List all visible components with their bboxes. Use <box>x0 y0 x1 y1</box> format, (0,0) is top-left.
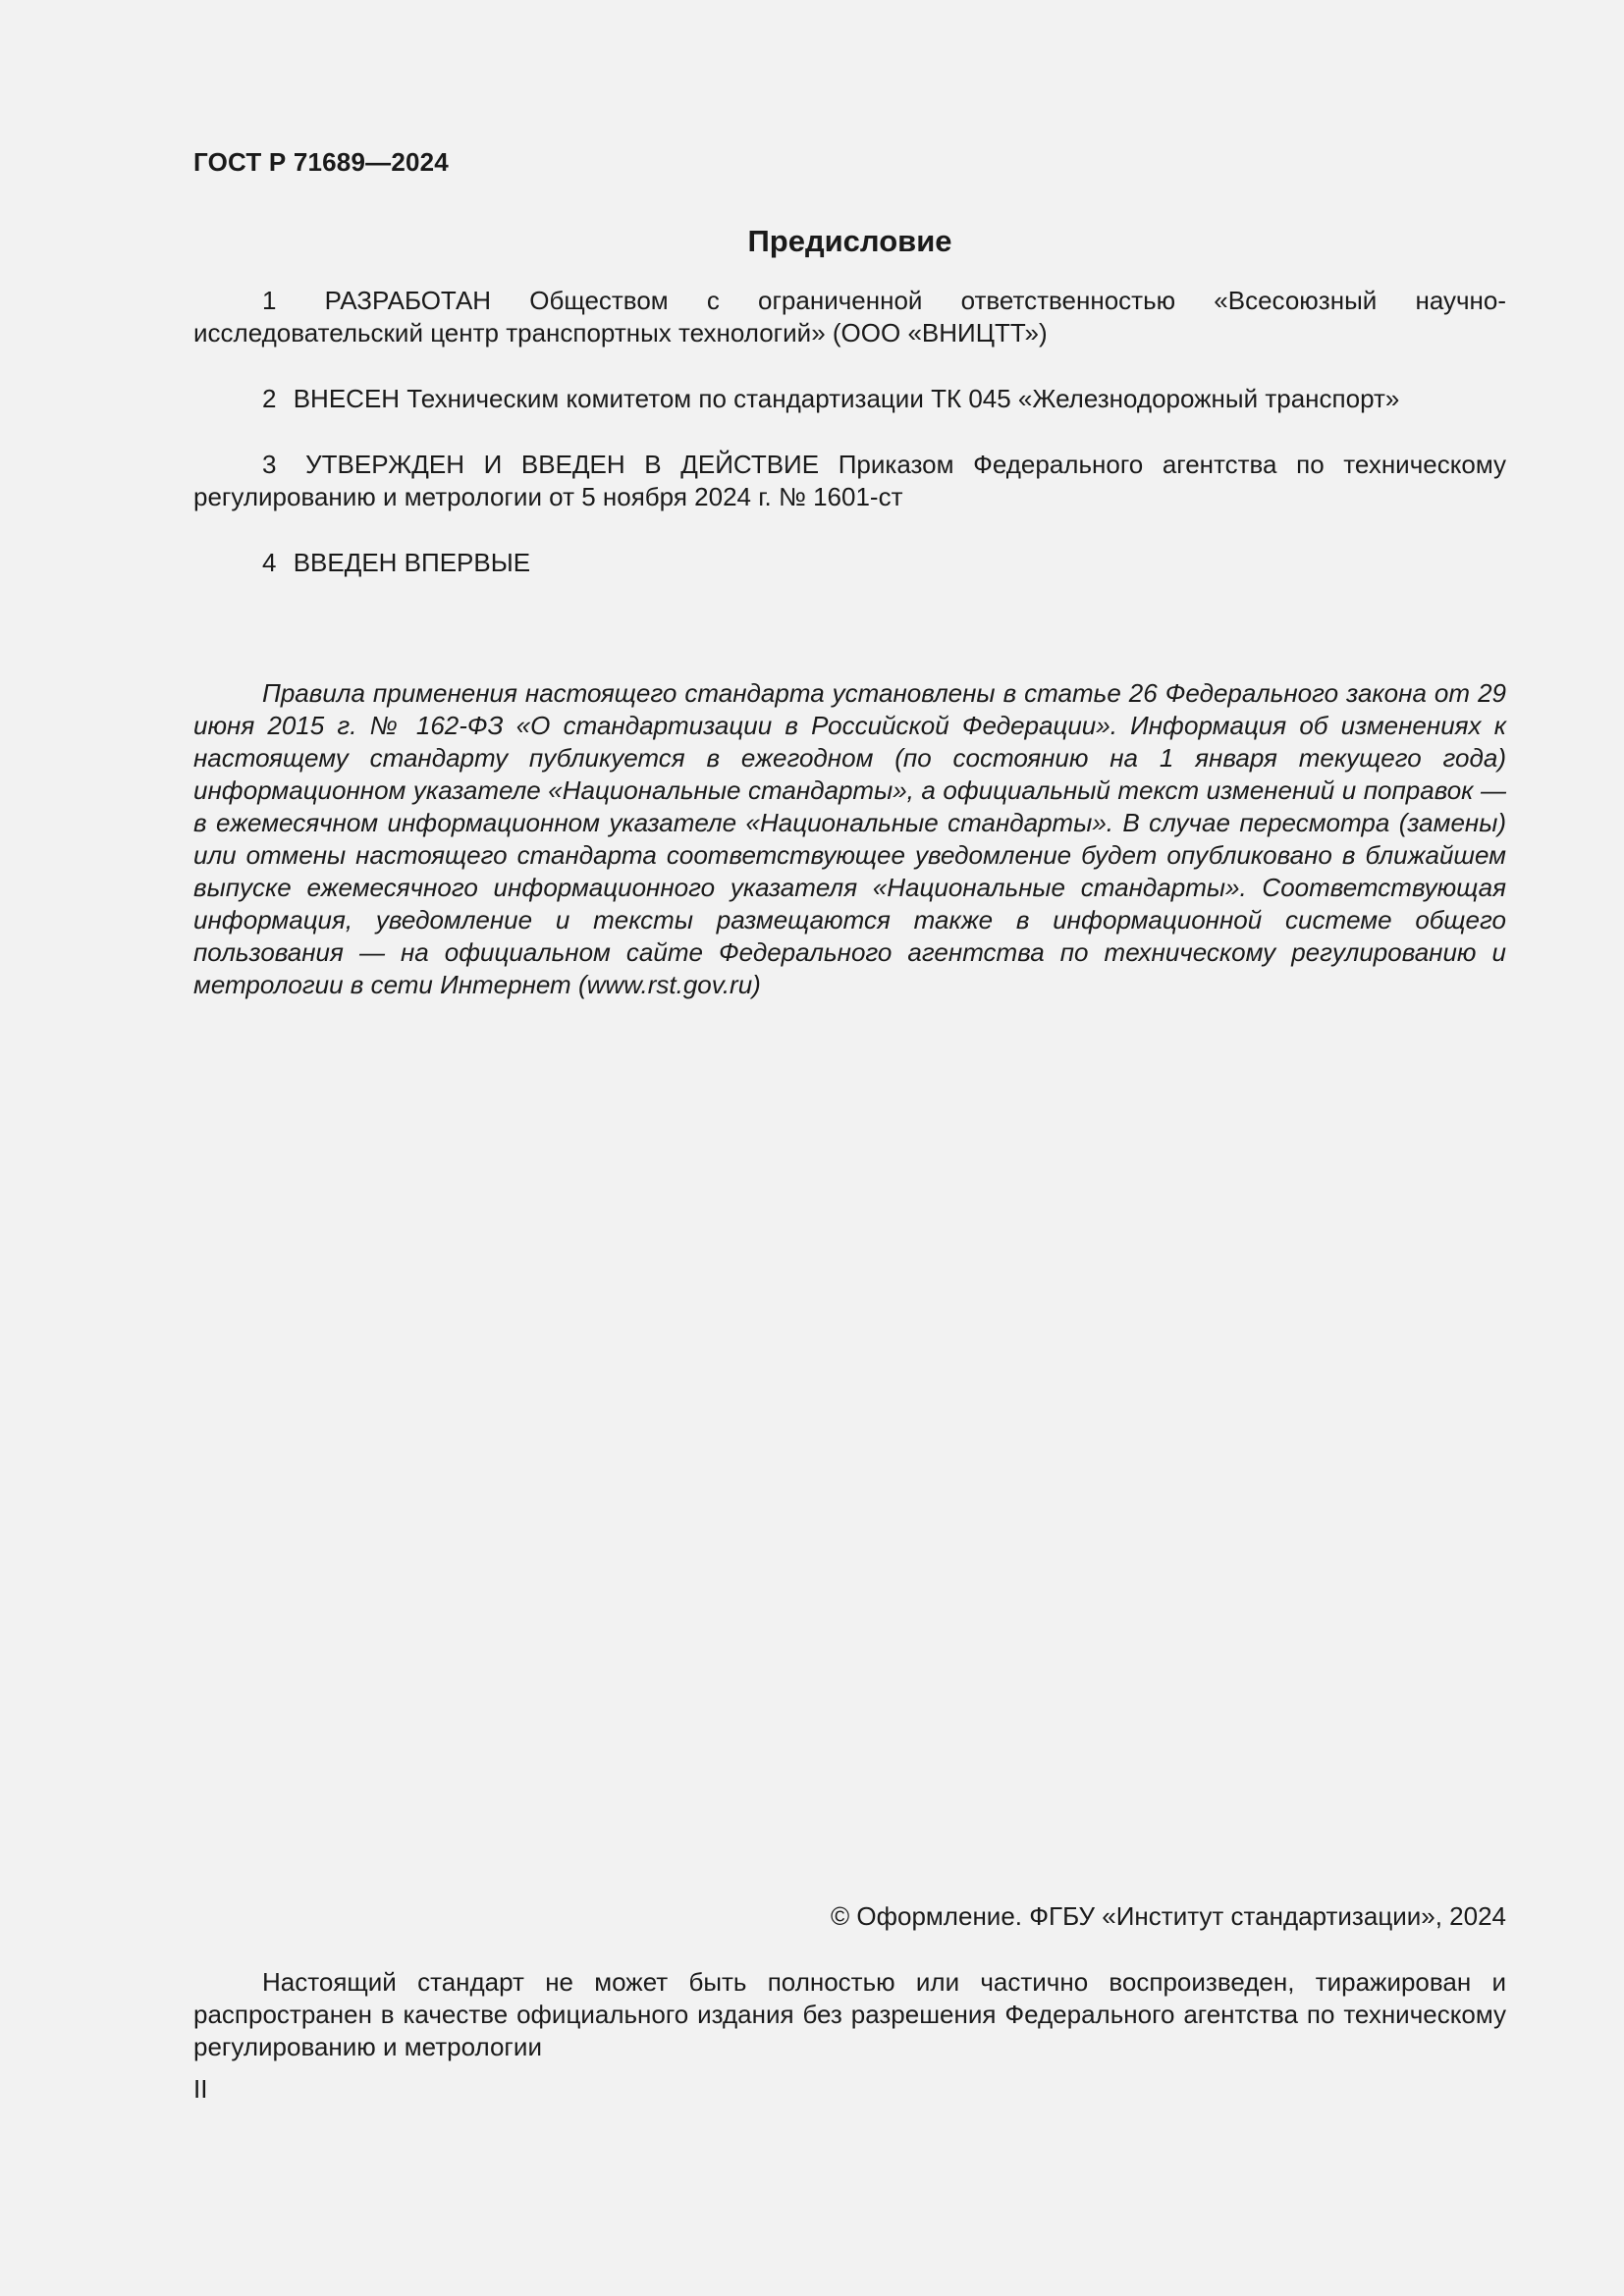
copyright-line: © Оформление. ФГБУ «Институт стандартизации», 2024 <box>831 1901 1506 1931</box>
item-number: 2 <box>262 384 277 413</box>
page-title: Предисловие <box>747 224 952 258</box>
item-number: 3 <box>262 450 277 479</box>
item-text: РАЗРАБОТАН Обществом с ограниченной ответственностью «Всесоюзный научно-исследовательский центр транспортных технологий» (ООО «ВНИЦТТ») <box>193 286 1507 347</box>
foreword-item-3 <box>193 449 1506 513</box>
foreword-item-2 <box>193 383 1506 415</box>
standard-code: ГОСТ Р 71689—2024 <box>193 147 449 177</box>
page-number: II <box>193 2074 208 2104</box>
item-text: ВВЕДЕН ВПЕРВЫЕ <box>293 548 531 577</box>
reproduction-notice: Настоящий стандарт не может быть полностью или частично воспроизведен, тиражирован и распространен в качестве официального издания без разрешения Федерального агентства по техническому регулированию и метрологии <box>193 1967 1506 2061</box>
item-number: 4 <box>262 548 277 577</box>
item-number: 1 <box>262 286 277 315</box>
item-text: ВНЕСЕН Техническим комитетом по стандартизации ТК 045 «Железнодорожный транспорт» <box>293 384 1400 413</box>
application-rules-note: Правила применения настоящего стандарта установлены в статье 26 Федерального закона от 29 июня 2015 г. № 162-ФЗ «О стандартизации в Российской Федерации». Информация об изменениях к настоящему стандарту публикуется в ежегодном (по состоянию на 1 января текущего года) информационном указателе «Национальные стандарты», а официальный текст изменений и поправок — в ежемесячном информационном указателе «Национальные стандарты». В случае пересмотра (замены) или отмены настоящего стандарта соответствующее уведомление будет опубликовано в ближайшем выпуске ежемесячного информационного указателя «Национальные стандарты». Соответствующая информация, уведомление и тексты размещаются также в информационной системе общего пользования — на официальном сайте Федерального агентства по техническому регулированию и метрологии в сети Интернет (www.rst.gov.ru) <box>193 678 1506 999</box>
foreword-item-1 <box>193 285 1506 349</box>
item-text: УТВЕРЖДЕН И ВВЕДЕН В ДЕЙСТВИЕ Приказом Федерального агентства по техническому регулированию и метрологии от 5 ноября 2024 г. № 1601-ст <box>193 450 1506 511</box>
foreword-item-4 <box>193 547 1506 579</box>
